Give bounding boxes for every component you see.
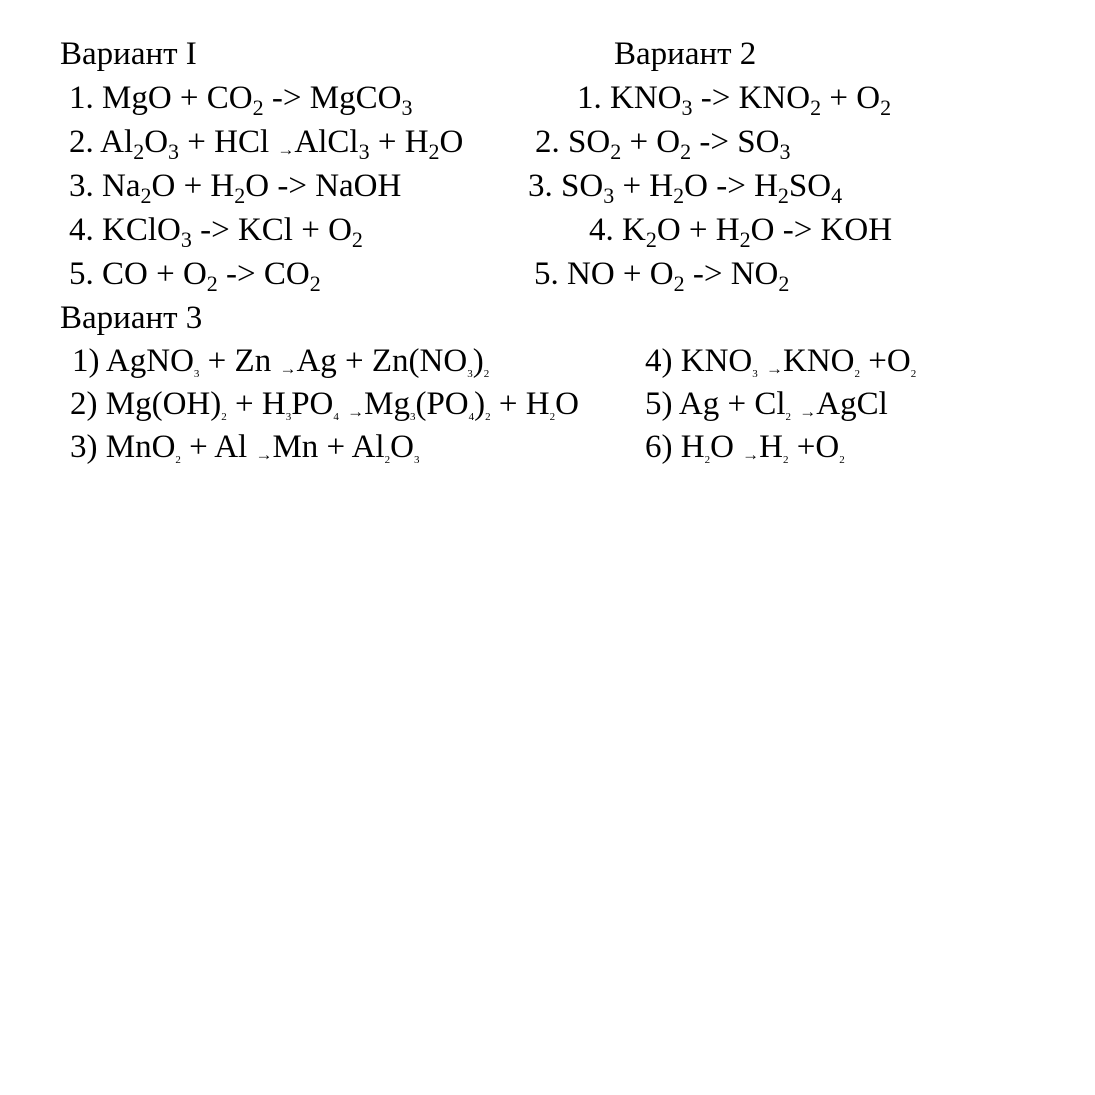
formula-text: -> KCl + O [191,212,352,248]
formula-text: + O [821,80,881,116]
subscript: 2 [673,271,685,296]
subscript: 3 [779,139,791,164]
subscript: 2 [549,411,556,423]
variant-2-equation-5 [534,256,790,296]
formula-text: KNO [782,343,855,379]
subscript: 2 [252,95,264,120]
formula-text: 4) KNO [645,343,753,379]
formula-text: + H [614,168,674,204]
subscript: 2 [485,411,491,423]
variant-1-equation-5 [69,256,321,296]
subscript: 2 [910,368,917,380]
formula-text [339,386,347,422]
subscript: 2 [221,411,227,423]
formula-text: ) [474,386,486,422]
formula-text: Mg [364,386,410,422]
variant-2-heading: Вариант 2 [614,36,757,72]
formula-text: O -> NaOH [245,168,402,204]
variant-2-equation-3 [528,168,843,208]
formula-text: (PO [415,386,469,422]
formula-text [758,343,766,379]
reaction-arrow: → [279,359,297,378]
formula-text: O [144,124,169,160]
formula-text: 1. MgO + CO [69,80,253,116]
formula-text: 3) MnO [70,429,176,465]
subscript: 2 [783,454,789,466]
formula-text: -> MgCO [263,80,402,116]
subscript: 4 [831,183,843,208]
formula-text: 2. Al [69,124,134,160]
formula-text: + H [226,386,286,422]
subscript: 3 [401,95,413,120]
subscript: 2 [234,183,246,208]
formula-text: SO [788,168,832,204]
formula-text: 4. K [589,212,646,248]
subscript: 2 [739,227,751,252]
subscript: 2 [483,368,490,380]
subscript: 2 [175,454,181,466]
subscript: 2 [309,271,321,296]
formula-text: 3. SO [528,168,604,204]
subscript: 2 [610,139,622,164]
formula-text: 6) H [645,429,705,465]
formula-text: 5. CO + O [69,256,207,292]
variant-3-equation-5 [645,388,888,421]
formula-text: 1) AgNO [72,343,194,379]
subscript: 2 [673,183,685,208]
subscript: 4 [333,411,339,423]
variant-3-equation-3 [70,431,419,464]
formula-text: O -> H [684,168,778,204]
formula-text: O + H [656,212,740,248]
variant-3-equation-2 [70,388,579,421]
reaction-arrow: → [799,402,817,421]
formula-text: 2. SO [535,124,611,160]
formula-text: PO [291,386,334,422]
reaction-arrow: → [742,445,760,464]
subscript: 3 [413,454,420,466]
subscript: 3 [168,139,180,164]
formula-text: + H [490,386,550,422]
subscript: 2 [778,271,790,296]
subscript: 2 [384,454,391,466]
subscript: 2 [854,368,860,380]
formula-text: -> NO [684,256,779,292]
reaction-arrow: → [277,140,295,159]
formula-text: Ag + Zn(NO [296,343,468,379]
formula-text: Mn + Al [272,429,385,465]
variant-3-heading: Вариант 3 [60,300,203,336]
subscript: 3 [193,368,200,380]
variant-3-equation-4 [645,345,916,378]
formula-text: 2) Mg(OH) [70,386,222,422]
subscript: 2 [351,227,363,252]
formula-text: 1. KNO [577,80,682,116]
subscript: 2 [704,454,711,466]
formula-text: + Al [180,429,256,465]
formula-text: +O [788,429,840,465]
subscript: 2 [839,454,845,466]
formula-text: + O [621,124,681,160]
subscript: 2 [645,227,657,252]
formula-text: 4. KClO [69,212,181,248]
formula-text: O [390,429,414,465]
formula-text: AlCl [294,124,359,160]
subscript: 3 [603,183,615,208]
subscript: 3 [467,368,473,380]
formula-text: -> SO [691,124,780,160]
subscript: 2 [880,95,892,120]
reaction-arrow: → [255,445,273,464]
subscript: 3 [285,411,292,423]
subscript: 3 [752,368,758,380]
variant-2-equation-1 [577,80,892,120]
variant-3-equation-6 [645,431,845,464]
formula-text: O + H [151,168,235,204]
subscript: 2 [428,139,440,164]
subscript: 2 [133,139,145,164]
subscript: 3 [681,95,693,120]
formula-text: H [759,429,784,465]
subscript: 3 [180,227,192,252]
formula-text: O [710,429,743,465]
subscript: 2 [810,95,822,120]
variant-1-equation-2 [69,124,464,164]
formula-text: -> KNO [692,80,811,116]
formula-text: 3. Na [69,168,141,204]
variant-1-equation-3 [69,168,402,208]
variant-1-equation-4 [69,212,363,252]
formula-text: -> CO [217,256,310,292]
formula-text: + HCl [179,124,278,160]
subscript: 4 [468,411,475,423]
variant-2-equation-2 [535,124,791,164]
subscript: 2 [785,411,792,423]
formula-text: O -> KOH [750,212,893,248]
subscript: 2 [777,183,789,208]
subscript: 3 [409,411,416,423]
formula-text: + Zn [199,343,280,379]
reaction-arrow: → [347,402,365,421]
formula-text: + H [369,124,429,160]
formula-text: ) [472,343,484,379]
subscript: 2 [206,271,218,296]
formula-text: +O [859,343,911,379]
reaction-arrow: → [765,359,783,378]
subscript: 2 [680,139,692,164]
variant-1-heading: Вариант I [60,36,197,72]
formula-text: 5) Ag + Cl [645,386,786,422]
variant-1-equation-1 [69,80,413,120]
formula-text: AgCl [816,386,888,422]
formula-text: O [439,124,464,160]
formula-text: 5. NO + O [534,256,674,292]
subscript: 3 [358,139,370,164]
formula-text: O [555,386,579,422]
subscript: 2 [140,183,152,208]
variant-2-equation-4 [589,212,893,252]
variant-3-equation-1 [72,345,489,378]
